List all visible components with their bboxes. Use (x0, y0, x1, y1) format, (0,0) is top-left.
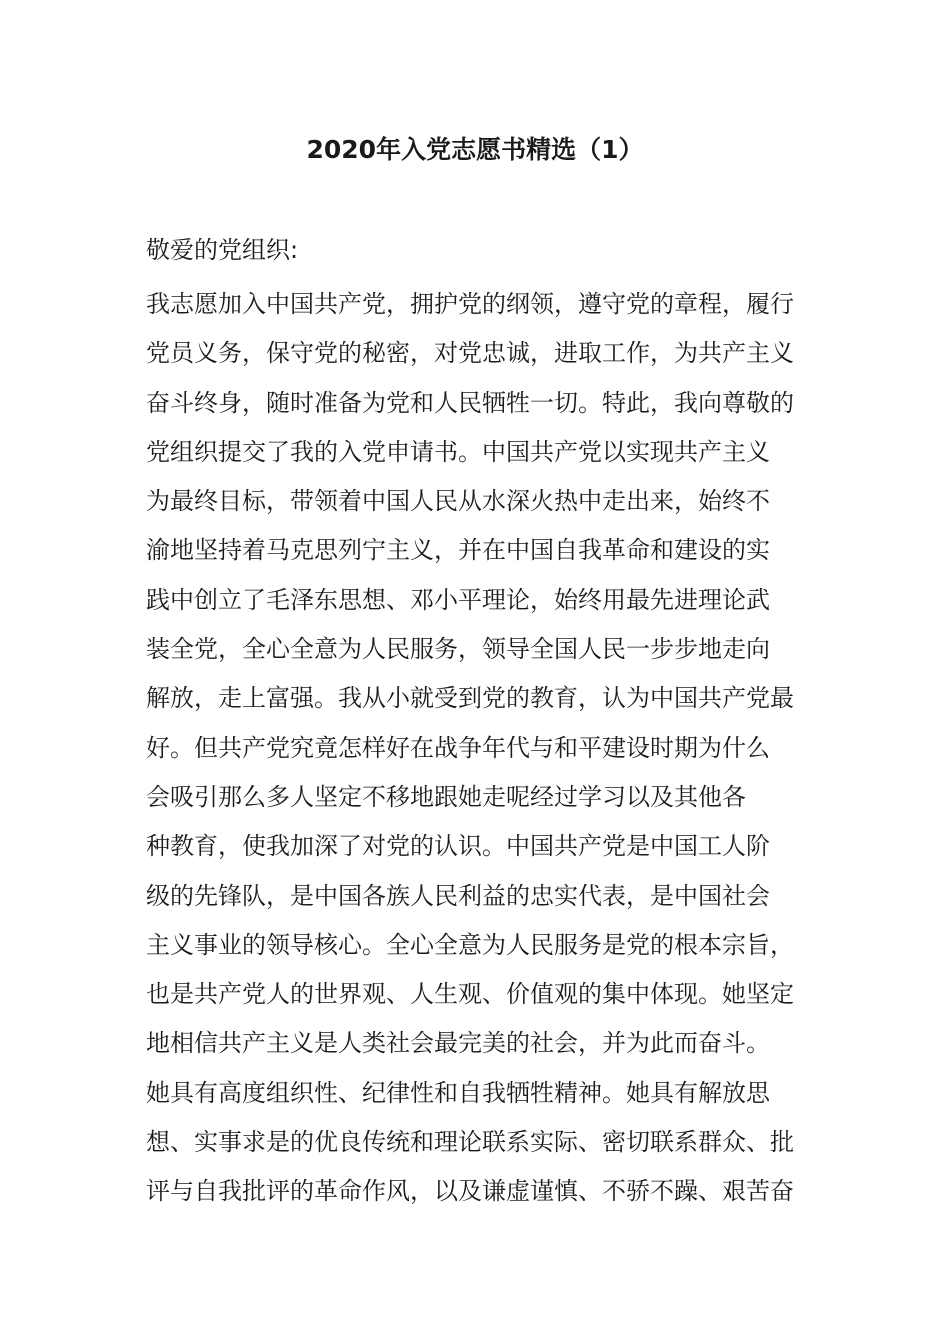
body-line: 她具有高度组织性、纪律性和自我牺牲精神。她具有解放思 (146, 1078, 770, 1107)
body-line: 解放，走上富强。我从小就受到党的教育，认为中国共产党最 (146, 684, 794, 713)
body-line: 党员义务，保守党的秘密，对党忠诚，进取工作，为共产主义 (146, 339, 794, 368)
body-line: 我志愿加入中国共产党，拥护党的纲领，遵守党的章程，履行 (146, 290, 794, 318)
body-line: 想、实事求是的优良传统和理论联系实际、密切联系群众、批 (146, 1128, 794, 1157)
body-line: 践中创立了毛泽东思想、邓小平理论，始终用最先进理论武 (146, 585, 770, 614)
body-line: 评与自我批评的革命作风，以及谦虚谨慎、不骄不躁、艰苦奋 (146, 1177, 794, 1206)
body-line: 主义事业的领导核心。全心全意为人民服务是党的根本宗旨， (146, 930, 794, 959)
document-body (146, 280, 826, 1217)
body-line: 党组织提交了我的入党申请书。中国共产党以实现共产主义 (146, 437, 770, 466)
body-line: 为最终目标，带领着中国人民从水深火热中走出来，始终不 (146, 487, 770, 516)
body-line: 级的先锋队，是中国各族人民利益的忠实代表，是中国社会 (146, 881, 770, 910)
body-line: 渝地坚持着马克思列宁主义，并在中国自我革命和建设的实 (146, 536, 770, 565)
body-line: 地相信共产主义是人类社会最完美的社会，并为此而奋斗。 (146, 1029, 770, 1058)
body-line: 也是共产党人的世界观、人生观、价值观的集中体现。她坚定 (146, 980, 794, 1009)
body-line: 会吸引那么多人坚定不移地跟她走呢经过学习以及其他各 (146, 782, 746, 811)
body-line: 装全党，全心全意为人民服务，领导全国人民一步步地走向 (146, 635, 770, 664)
body-line: 种教育，使我加深了对党的认识。中国共产党是中国工人阶 (146, 832, 770, 861)
document-title: 2020年入党志愿书精选（1） (306, 135, 644, 164)
body-line: 好。但共产党究竟怎样好在战争年代与和平建设时期为什么 (146, 733, 770, 762)
body-line: 奋斗终身，随时准备为党和人民牺牲一切。特此，我向尊敬的 (146, 388, 794, 417)
salutation: 敬爱的党组织: (146, 236, 299, 264)
